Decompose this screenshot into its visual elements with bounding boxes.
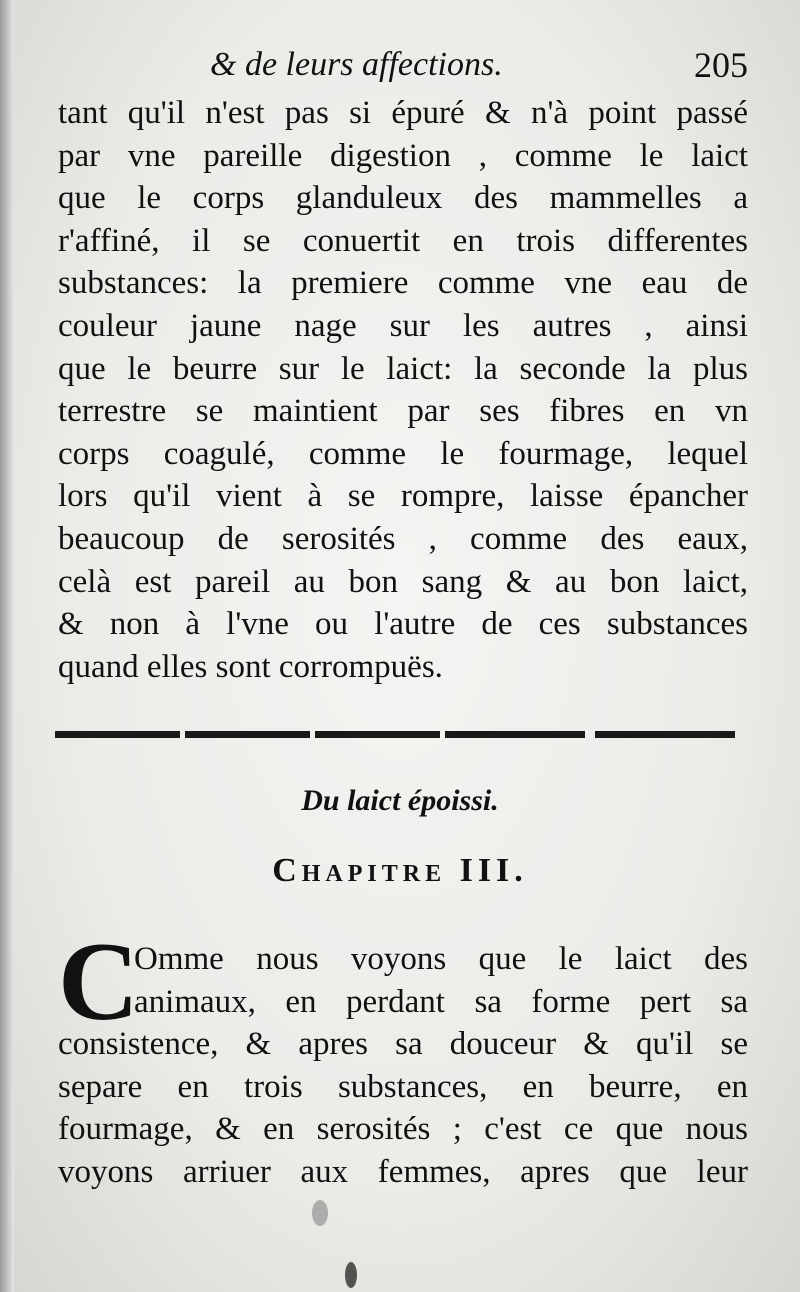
text-line: corps coagulé, comme le fourmage, lequel — [58, 435, 748, 472]
text-line: voyons arriuer aux femmes, apres que leur — [58, 1153, 748, 1190]
text-line: consistence, & apres sa douceur & qu'il se — [58, 1026, 748, 1063]
text-line: fourmage, & en serosités ; c'est ce que nous — [58, 1111, 748, 1148]
text-line: substances: la premiere comme vne eau de — [58, 265, 748, 302]
chapter-heading-text: Chapitre III. — [272, 852, 528, 889]
text-line: celà est pareil au bon sang & au bon laict, — [58, 563, 748, 600]
text-line: tant qu'il n'est pas si épuré & n'à point passé — [58, 95, 748, 131]
text-line: que le corps glanduleux des mammelles a — [58, 180, 748, 217]
text-line: que le beurre sur le laict: la seconde la plus — [58, 350, 748, 387]
text-line-last: quand elles sont corrompuës. — [58, 648, 443, 685]
text-line: couleur jaune nage sur les autres , ainsi — [58, 307, 748, 344]
text-line: beaucoup de serosités , comme des eaux, — [58, 520, 748, 557]
ink-smudge — [345, 1262, 357, 1288]
page-edge-shadow — [0, 0, 14, 1292]
chapter-text — [58, 938, 748, 1194]
ink-smudge — [312, 1200, 328, 1226]
chapter-heading — [0, 852, 800, 890]
text-line: r'affiné, il se conuertit en trois differentes — [58, 222, 748, 259]
text-line: par vne pareille digestion , comme le laict — [58, 137, 748, 174]
drop-cap: C — [58, 920, 139, 1044]
ornamental-rule — [55, 727, 735, 741]
body-text — [58, 92, 748, 688]
running-head — [0, 42, 800, 92]
running-title: & de leurs affections. — [210, 46, 503, 83]
text-line: separe en trois substances, en beurre, en — [58, 1068, 748, 1105]
page-number: 205 — [694, 45, 748, 85]
section-title: Du laict époissi. — [301, 784, 499, 817]
text-line: Omme nous voyons que le laict des — [134, 941, 748, 977]
text-line: animaux, en perdant sa forme pert sa — [134, 983, 748, 1020]
text-line: terrestre se maintient par ses fibres en vn — [58, 393, 748, 430]
text-line: & non à l'vne ou l'autre de ces substances — [58, 606, 748, 643]
text-line: lors qu'il vient à se rompre, laisse épancher — [58, 478, 748, 515]
